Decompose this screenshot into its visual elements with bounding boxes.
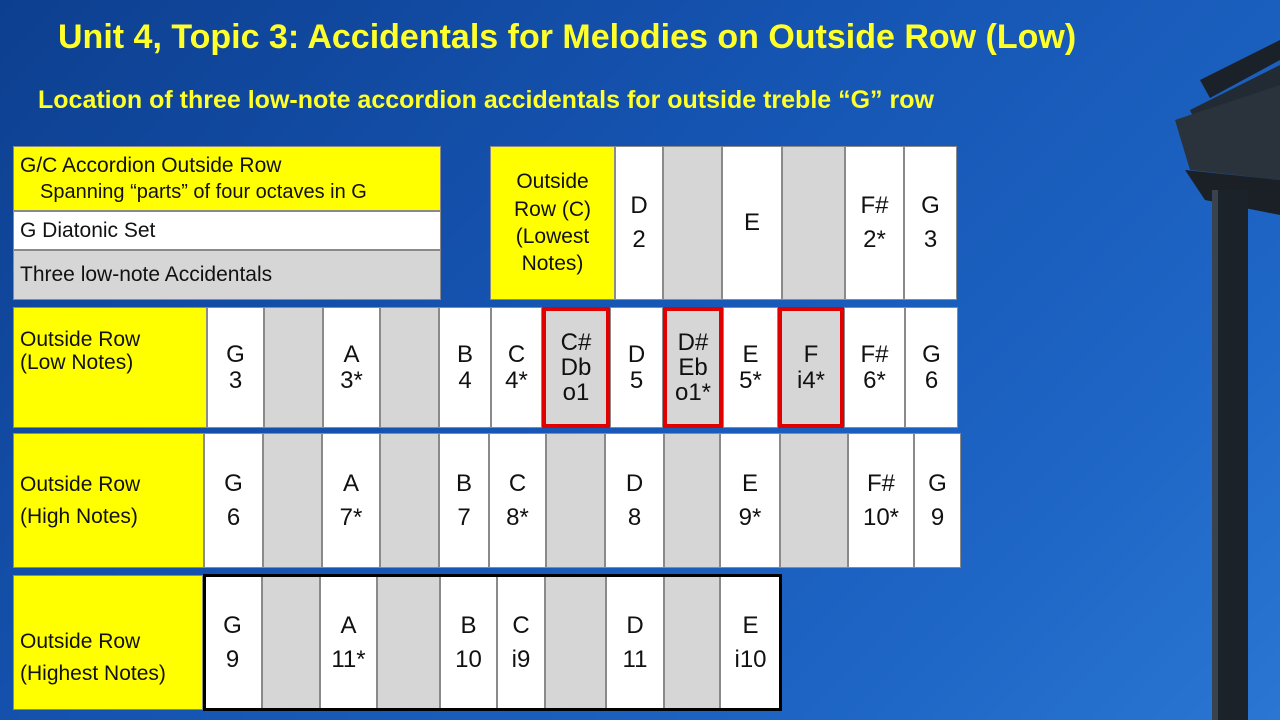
note-name: G: [928, 469, 947, 497]
note-cell: [264, 307, 323, 428]
legend-title-line1: G/C Accordion Outside Row: [20, 153, 282, 177]
note-number: o1: [562, 379, 590, 407]
note-name: C#: [560, 328, 592, 356]
note-name: C: [512, 611, 530, 639]
note-number: 7: [457, 503, 471, 531]
note-cell: [542, 307, 610, 428]
note-number: i10: [734, 645, 767, 673]
note-name: F#: [860, 341, 889, 369]
note-name: D#: [677, 328, 709, 356]
note-name: D: [630, 192, 648, 220]
note-cell: [723, 307, 778, 428]
note-cell: [439, 433, 489, 568]
note-name: B: [456, 341, 473, 369]
note-name: D: [627, 341, 646, 369]
note-number: 6: [924, 366, 939, 394]
note-name: E: [742, 341, 759, 369]
low-notes-label: Outside Row (Low Notes): [13, 307, 207, 428]
note-cell: [610, 307, 663, 428]
note-name: G: [224, 469, 243, 497]
legend-title-line2: Spanning “parts” of four octaves in G: [40, 181, 367, 204]
note-name: E: [743, 209, 760, 237]
note-cell: [207, 307, 264, 428]
note-name: A: [340, 611, 357, 639]
note-number: 2: [632, 226, 646, 253]
note-number: 6*: [863, 366, 886, 394]
note-cell: [845, 146, 904, 300]
highest-row-outline: [203, 574, 782, 711]
note-cell: [546, 433, 605, 568]
note-name: G: [223, 611, 242, 639]
note-number: 11: [622, 645, 648, 673]
note-cell: [780, 433, 848, 568]
note-number: 11*: [331, 645, 366, 673]
note-number: 3: [923, 226, 938, 253]
note-number: 9: [225, 645, 240, 673]
note-number: 2*: [863, 226, 886, 253]
note-name: B: [460, 611, 477, 639]
note-cell: [489, 433, 546, 568]
note-cell: [778, 307, 844, 428]
note-name: E: [741, 469, 758, 497]
note-name: G: [921, 192, 940, 220]
note-cell: [904, 146, 957, 300]
note-cell: [663, 146, 722, 300]
note-cell: [914, 433, 961, 568]
note-name: F: [803, 341, 819, 369]
note-name: C: [507, 341, 526, 369]
note-cell: [204, 433, 263, 568]
note-cell: [782, 146, 845, 300]
note-name: C: [508, 469, 527, 497]
note-name: F#: [860, 192, 889, 220]
note-number: 10*: [862, 503, 900, 531]
note-number: 6: [226, 503, 241, 531]
note-name: D: [625, 469, 644, 497]
slide-subtitle: Location of three low-note accordion accidentals for outside treble “G” row: [38, 86, 934, 114]
note-name: G: [226, 341, 245, 369]
note-cell: [323, 307, 380, 428]
note-number: 4: [458, 366, 472, 394]
note-name: A: [342, 469, 359, 497]
note-number: 7*: [339, 503, 363, 531]
note-cell: [664, 433, 720, 568]
note-cell: [263, 433, 322, 568]
legend-accidentals-cell: Three low-note Accidentals: [13, 250, 441, 300]
note-cell: [605, 433, 664, 568]
note-number: 8*: [506, 503, 529, 531]
note-cell: [722, 146, 782, 300]
note-number: 8: [627, 503, 642, 531]
note-cell: [380, 307, 439, 428]
note-cell: [491, 307, 542, 428]
note-number: i4*: [796, 366, 826, 394]
note-name: A: [343, 341, 360, 369]
note-cell: [663, 307, 723, 428]
note-name: B: [455, 469, 472, 497]
legend-diatonic-cell: G Diatonic Set: [13, 211, 441, 250]
note-cell: [905, 307, 958, 428]
note-number: 3: [228, 366, 243, 394]
high-notes-label: Outside Row (High Notes): [13, 433, 204, 568]
note-number: 9: [930, 503, 945, 531]
note-name: G: [922, 341, 941, 369]
note-number: Db: [560, 353, 592, 381]
note-cell: [720, 433, 780, 568]
note-number: o1*: [674, 379, 712, 407]
pergola-decoration: [1170, 40, 1280, 720]
slide-title: Unit 4, Topic 3: Accidentals for Melodies on Outside Row (Low): [58, 18, 1077, 56]
note-cell: [844, 307, 905, 428]
note-number: 4*: [505, 366, 528, 394]
note-number: 5*: [739, 366, 762, 394]
note-name: D: [626, 611, 644, 639]
note-number: 5: [629, 366, 644, 394]
legend-title-cell: [13, 146, 441, 211]
note-name: F#: [866, 469, 895, 497]
note-number: Eb: [678, 353, 708, 381]
note-number: 9*: [738, 503, 762, 531]
note-cell: [848, 433, 914, 568]
note-number: 10: [455, 645, 482, 673]
note-cell: [615, 146, 663, 300]
note-number: 3*: [340, 366, 363, 394]
lowest-notes-label: Outside Row (C) (Lowest Notes): [490, 146, 615, 300]
note-number: i9: [511, 645, 531, 673]
highest-notes-label: Outside Row (Highest Notes): [13, 575, 203, 710]
note-name: E: [742, 611, 759, 639]
note-cell: [322, 433, 380, 568]
note-cell: [439, 307, 491, 428]
note-cell: [380, 433, 439, 568]
